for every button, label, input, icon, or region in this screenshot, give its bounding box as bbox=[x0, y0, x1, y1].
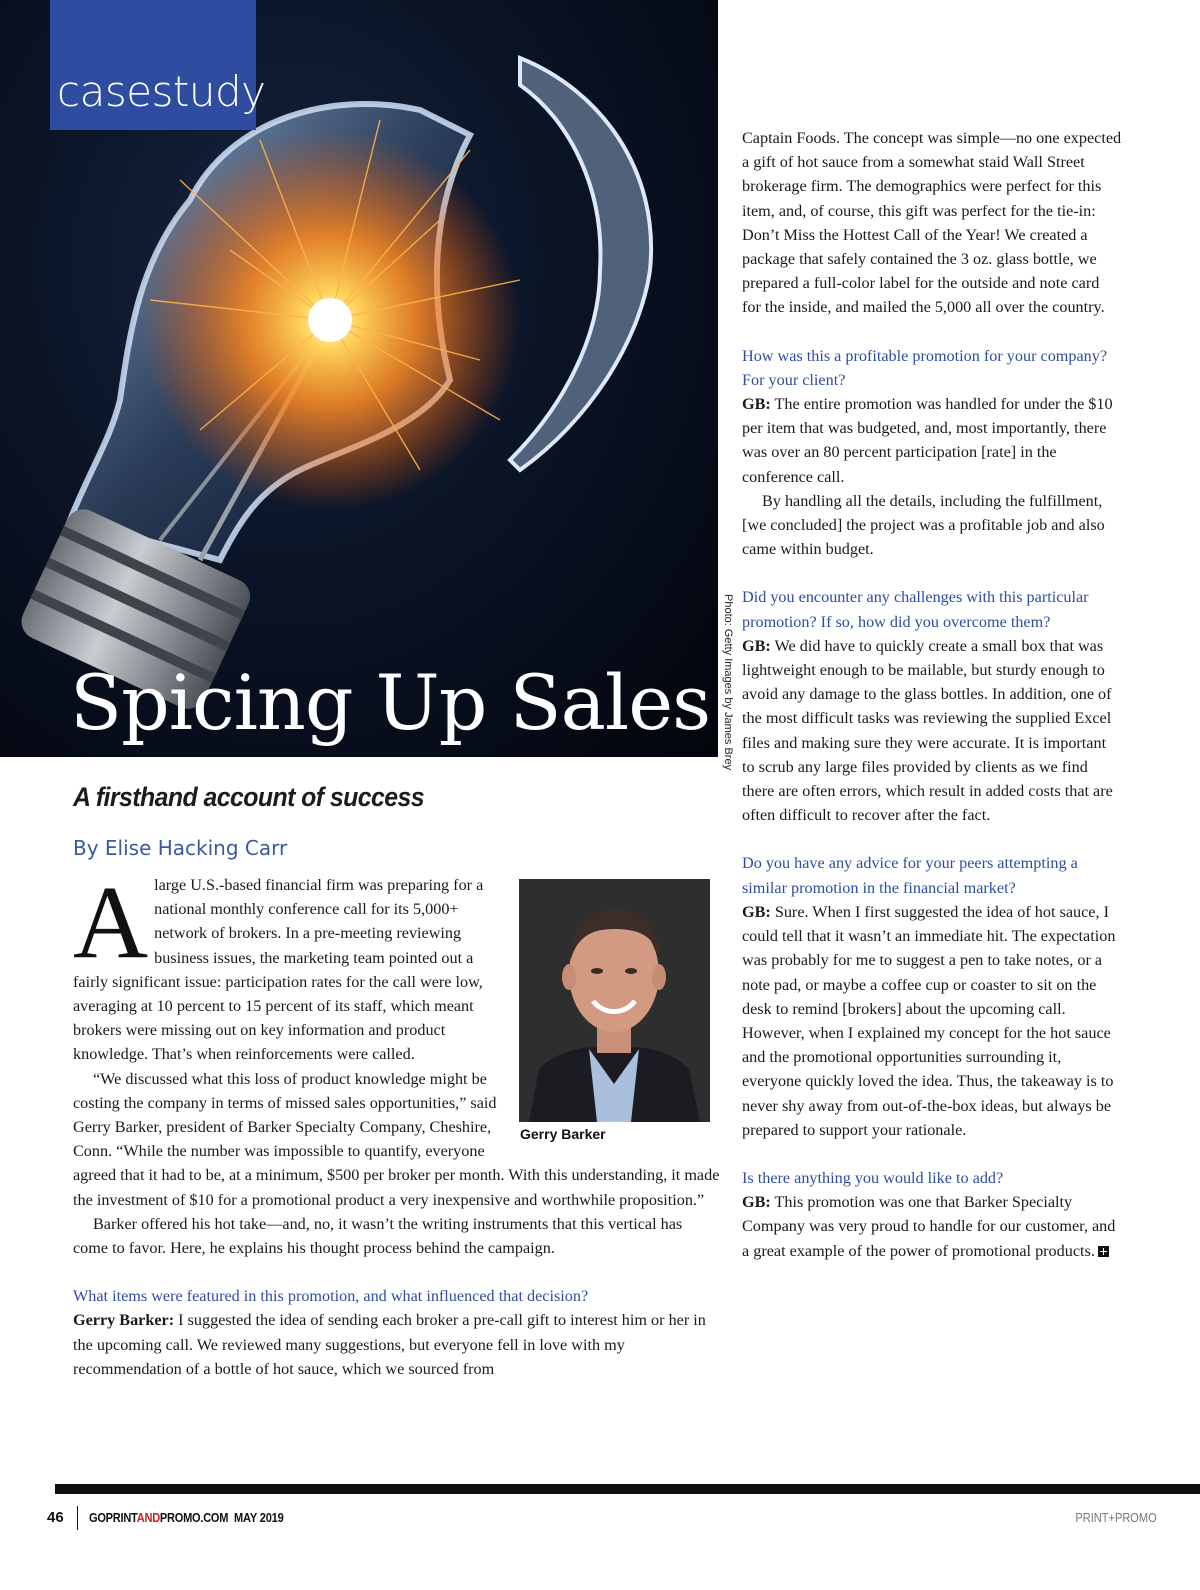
answer-text: Sure. When I first suggested the idea of hot sauce, I could tell that it wasn’t an immediate hit. The expectation was probably for me to suggest a pen to take notes, or a note pad, or maybe a coffee cup or coaster to sit on the desk to remind [brokers] about the upcoming call. However, when I explained my concept for the hot sauce and the promotional opportunities surrounding it, everyone quickly loved the idea. Thus, the takeaway is to never shy away from out-of-the-box ideas, but always be prepared to support your rationale. bbox=[742, 902, 1116, 1139]
site-name-part-2: AND bbox=[136, 1510, 160, 1525]
question-4: Do you have any advice for your peers attempting a similar promotion in the financial market? bbox=[742, 854, 1078, 897]
question-1: What items were featured in this promotion, and what influenced that decision? bbox=[73, 1287, 589, 1306]
section-tag bbox=[50, 0, 266, 130]
section-label: casestudy bbox=[57, 67, 266, 116]
question-5: Is there anything you would like to add? bbox=[742, 1168, 1004, 1187]
person-portrait-image bbox=[519, 879, 710, 1122]
page-number: 46 bbox=[47, 1509, 64, 1526]
photo-credit: Photo: Getty Images by James Brey bbox=[722, 594, 734, 771]
website-link[interactable] bbox=[89, 1510, 228, 1525]
issue-date: MAY 2019 bbox=[234, 1510, 284, 1525]
answer-2-paragraph-2: By handling all the details, including the fulfillment, [we concluded] the project was a profitable job and also came within budget. bbox=[742, 491, 1105, 559]
site-name-part-1: GOPRINT bbox=[89, 1510, 137, 1525]
footer-rule bbox=[55, 1484, 1200, 1494]
answer-4 bbox=[742, 900, 1122, 1142]
site-name-part-3: PROMO.COM bbox=[159, 1510, 229, 1525]
answer-1-continuation: Captain Foods. The concept was simple—no one expected a gift of hot sauce from a somewhat staid Wall Street brokerage firm. The demographics were perfect for this item, and, of course, this gift was perfect for the tie-in: Don’t Miss the Hottest Call of the Year! We created a package that safely contained the 3 oz. glass bottle, we prepared a full-color label for the outside and note card for the inside, and mailed the 5,000 all over the country. bbox=[742, 129, 1122, 317]
question-3: Did you encounter any challenges with this particular promotion? If so, how did you overcome them? bbox=[742, 588, 1089, 631]
speaker-label: GB: bbox=[742, 1193, 771, 1212]
article-body-right bbox=[742, 126, 1122, 1263]
answer-2 bbox=[742, 392, 1122, 489]
answer-1 bbox=[73, 1308, 720, 1381]
end-mark-icon bbox=[1098, 1246, 1109, 1257]
speaker-label: GB: bbox=[742, 902, 771, 921]
byline: By Elise Hacking Carr bbox=[73, 836, 288, 860]
portrait-caption: Gerry Barker bbox=[520, 1126, 606, 1142]
answer-text: We did have to quickly create a small box that was lightweight enough to be mailable, but sturdy enough to avoid any damage to the glass bottles. In addition, one of the most difficult tasks was reviewing the supplied Excel files and making sure they were accurate. It is important to scrub any large files provided by clients as we find there are often errors, which result in added costs that are often difficult to recover after the fact. bbox=[742, 636, 1113, 825]
article-subtitle: A firsthand account of success bbox=[73, 782, 425, 812]
answer-3 bbox=[742, 634, 1122, 828]
page-footer bbox=[47, 1509, 1157, 1533]
quote-paragraph: “We discussed what this loss of product knowledge might be costing the company in terms of missed sales opportunities,” said Gerry Barker, president of Barker Specialty Company, Cheshire, Conn. “While the number was impossible to quantify, everyone agreed that it had to be, at a minimum, $500 per broker per month. With this understanding, it made the investment of $10 for a promotional product a very inexpensive and worthwhile proposition.” bbox=[73, 1069, 720, 1209]
hero-image bbox=[0, 0, 718, 757]
intro-text: large U.S.-based financial firm was preparing for a national monthly conference call for its 5,000+ network of brokers. In a pre-meeting reviewing business issues, the marketing team pointed out a fairly significant issue: participation rates for the call were low, averaging at 10 percent to 15 percent of its staff, which meant brokers were missing out on key information and product knowledge. That’s when reinforcements were called. bbox=[73, 876, 484, 1064]
answer-text: The entire promotion was handled for under the $10 per item that was budgeted, and, most importantly, there was over an 80 percent participation [rate] in the conference call. bbox=[742, 395, 1113, 486]
speaker-label: Gerry Barker: bbox=[73, 1311, 175, 1330]
speaker-label: GB: bbox=[742, 395, 771, 414]
portrait-photo bbox=[519, 879, 710, 1122]
footer-divider bbox=[77, 1506, 78, 1530]
question-2: How was this a profitable promotion for your company? For your client? bbox=[742, 346, 1108, 389]
answer-text: I suggested the idea of sending each broker a pre-call gift to interest him or her in the upcoming call. We reviewed many suggestions, but everyone fell in love with my recommendation of a bottle of hot sauce, which we sourced from bbox=[73, 1311, 706, 1378]
speaker-label: GB: bbox=[742, 636, 771, 655]
answer-5 bbox=[742, 1190, 1122, 1263]
drop-cap: A bbox=[73, 865, 149, 980]
answer-text: This promotion was one that Barker Specialty Company was very proud to handle for our customer, and a great example of the power of promotional products. bbox=[742, 1193, 1116, 1260]
transition-paragraph: Barker offered his hot take—and, no, it wasn’t the writing instruments that this vertical has come to favor. Here, he explains his thought process behind the campaign. bbox=[73, 1214, 683, 1258]
magazine-name: PRINT+PROMO bbox=[1075, 1510, 1157, 1525]
page-title: Spicing Up Sales bbox=[70, 658, 711, 747]
